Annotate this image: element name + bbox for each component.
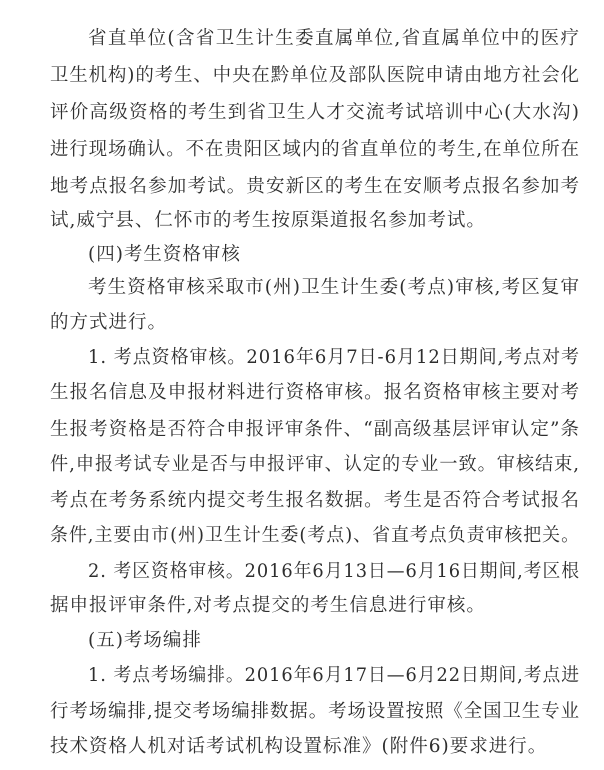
- text-line: 条件,主要由市(州)卫生计生委(考点)、省直考点负责审核把关。: [50, 525, 580, 546]
- text-line: 的方式进行。: [50, 312, 168, 333]
- text-line: 1. 考点考场编排。2016年6月17日—6月22日期间,考点进: [88, 665, 580, 686]
- text-line: 试,威宁县、仁怀市的考生按原渠道报名参加考试。: [50, 210, 486, 231]
- text-line: 省直单位(含省卫生计生委直属单位,省直属单位中的医疗: [88, 28, 580, 49]
- text-line: 考生资格审核采取市(州)卫生计生委(考点)审核,考区复审: [88, 277, 580, 298]
- text-line: 生报名信息及申报材料进行资格审核。报名资格审核主要对考: [50, 382, 580, 403]
- text-line: 行考场编排,提交考场编排数据。考场设置按照《全国卫生专业: [50, 701, 580, 722]
- text-line: 据申报评审条件,对考点提交的考生信息进行审核。: [50, 595, 486, 616]
- text-line: 生报考资格是否符合申报评审条件、“副高级基层评审认定”条: [50, 419, 580, 440]
- text-line: 技术资格人机对话考试机构设置标准》(附件6)要求进行。: [50, 736, 548, 757]
- text-line: 2. 考区资格审核。2016年6月13日—6月16日期间,考区根: [88, 561, 580, 582]
- text-line: 1. 考点资格审核。2016年6月7日-6月12日期间,考点对考: [88, 347, 580, 368]
- section-heading-qualification-review: (四)考生资格审核: [88, 244, 241, 265]
- text-line: 地考点报名参加考试。贵安新区的考生在安顺考点报名参加考: [50, 176, 580, 197]
- text-line: 卫生机构)的考生、中央在黔单位及部队医院申请由地方社会化: [50, 65, 580, 86]
- section-heading-exam-room-arrangement: (五)考场编排: [88, 630, 202, 651]
- text-line: 件,申报考试专业是否与申报评审、认定的专业一致。审核结束,: [50, 454, 580, 475]
- text-line: 评价高级资格的考生到省卫生人才交流考试培训中心(大水沟): [50, 102, 580, 123]
- text-line: 考点在考务系统内提交考生报名数据。考生是否符合考试报名: [50, 490, 580, 511]
- text-line: 进行现场确认。不在贵阳区域内的省直单位的考生,在单位所在: [50, 139, 580, 160]
